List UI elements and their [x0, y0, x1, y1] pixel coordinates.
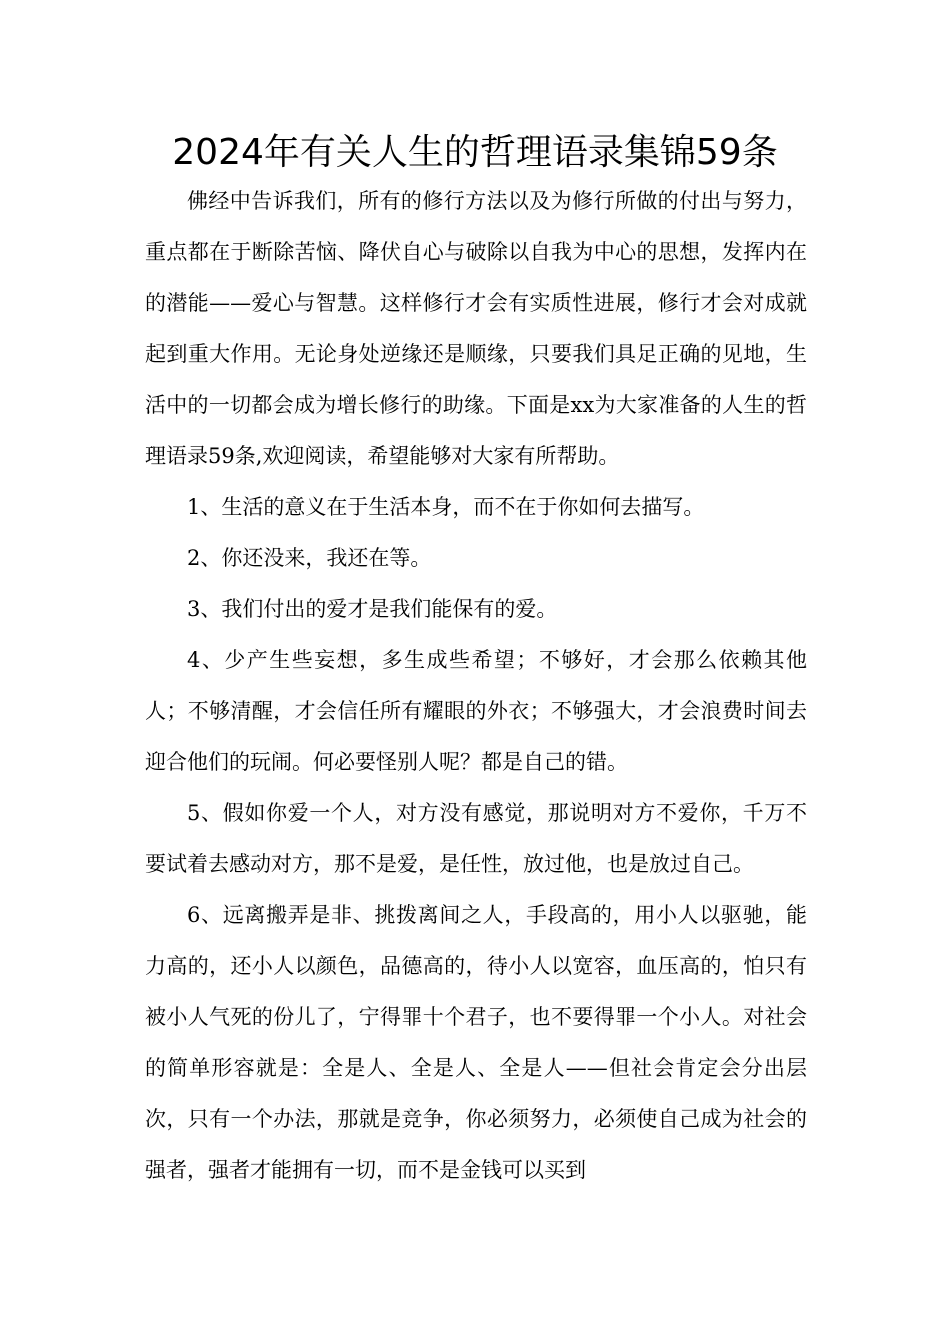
quote-paragraph-2: 2、你还没来，我还在等。 [187, 546, 432, 570]
document-body [145, 176, 807, 1196]
intro-paragraph: 佛经中告诉我们，所有的修行方法以及为修行所做的付出与努力，重点都在于断除苦恼、降伏自心与破除以自我为中心的思想，发挥内在的潜能——爱心与智慧。这样修行才会有实质性进展，修行才会对成就起到重大作用。无论身处逆缘还是顺缘，只要我们具足正确的见地，生活中的一切都会成为增长修行的助缘。下面是xx为大家准备的人生的哲理语录59条,欢迎阅读，希望能够对大家有所帮助。 [145, 189, 807, 468]
quote-paragraph-3: 3、我们付出的爱才是我们能保有的爱。 [187, 597, 558, 621]
quote-paragraph-6: 6、远离搬弄是非、挑拨离间之人，手段高的，用小人以驱驰，能力高的，还小人以颜色，品德高的，待小人以宽容，血压高的，怕只有被小人气死的份儿了，宁得罪十个君子，也不要得罪一个小人。对社会的简单形容就是：全是人、全是人、全是人——但社会肯定会分出层次，只有一个办法，那就是竞争，你必须努力，必须使自己成为社会的强者，强者才能拥有一切，而不是金钱可以买到 [145, 903, 807, 1182]
document-title: 2024年有关人生的哲理语录集锦59条 [172, 132, 778, 173]
quote-paragraph-1: 1、生活的意义在于生活本身，而不在于你如何去描写。 [187, 495, 705, 519]
quote-paragraph-4: 4、少产生些妄想，多生成些希望；不够好，才会那么依赖其他人；不够清醒，才会信任所有耀眼的外衣；不够强大，才会浪费时间去迎合他们的玩闹。何必要怪别人呢？都是自己的错。 [145, 648, 807, 774]
quote-paragraph-5: 5、假如你爱一个人，对方没有感觉，那说明对方不爱你，千万不要试着去感动对方，那不是爱，是任性，放过他，也是放过自己。 [145, 801, 807, 876]
